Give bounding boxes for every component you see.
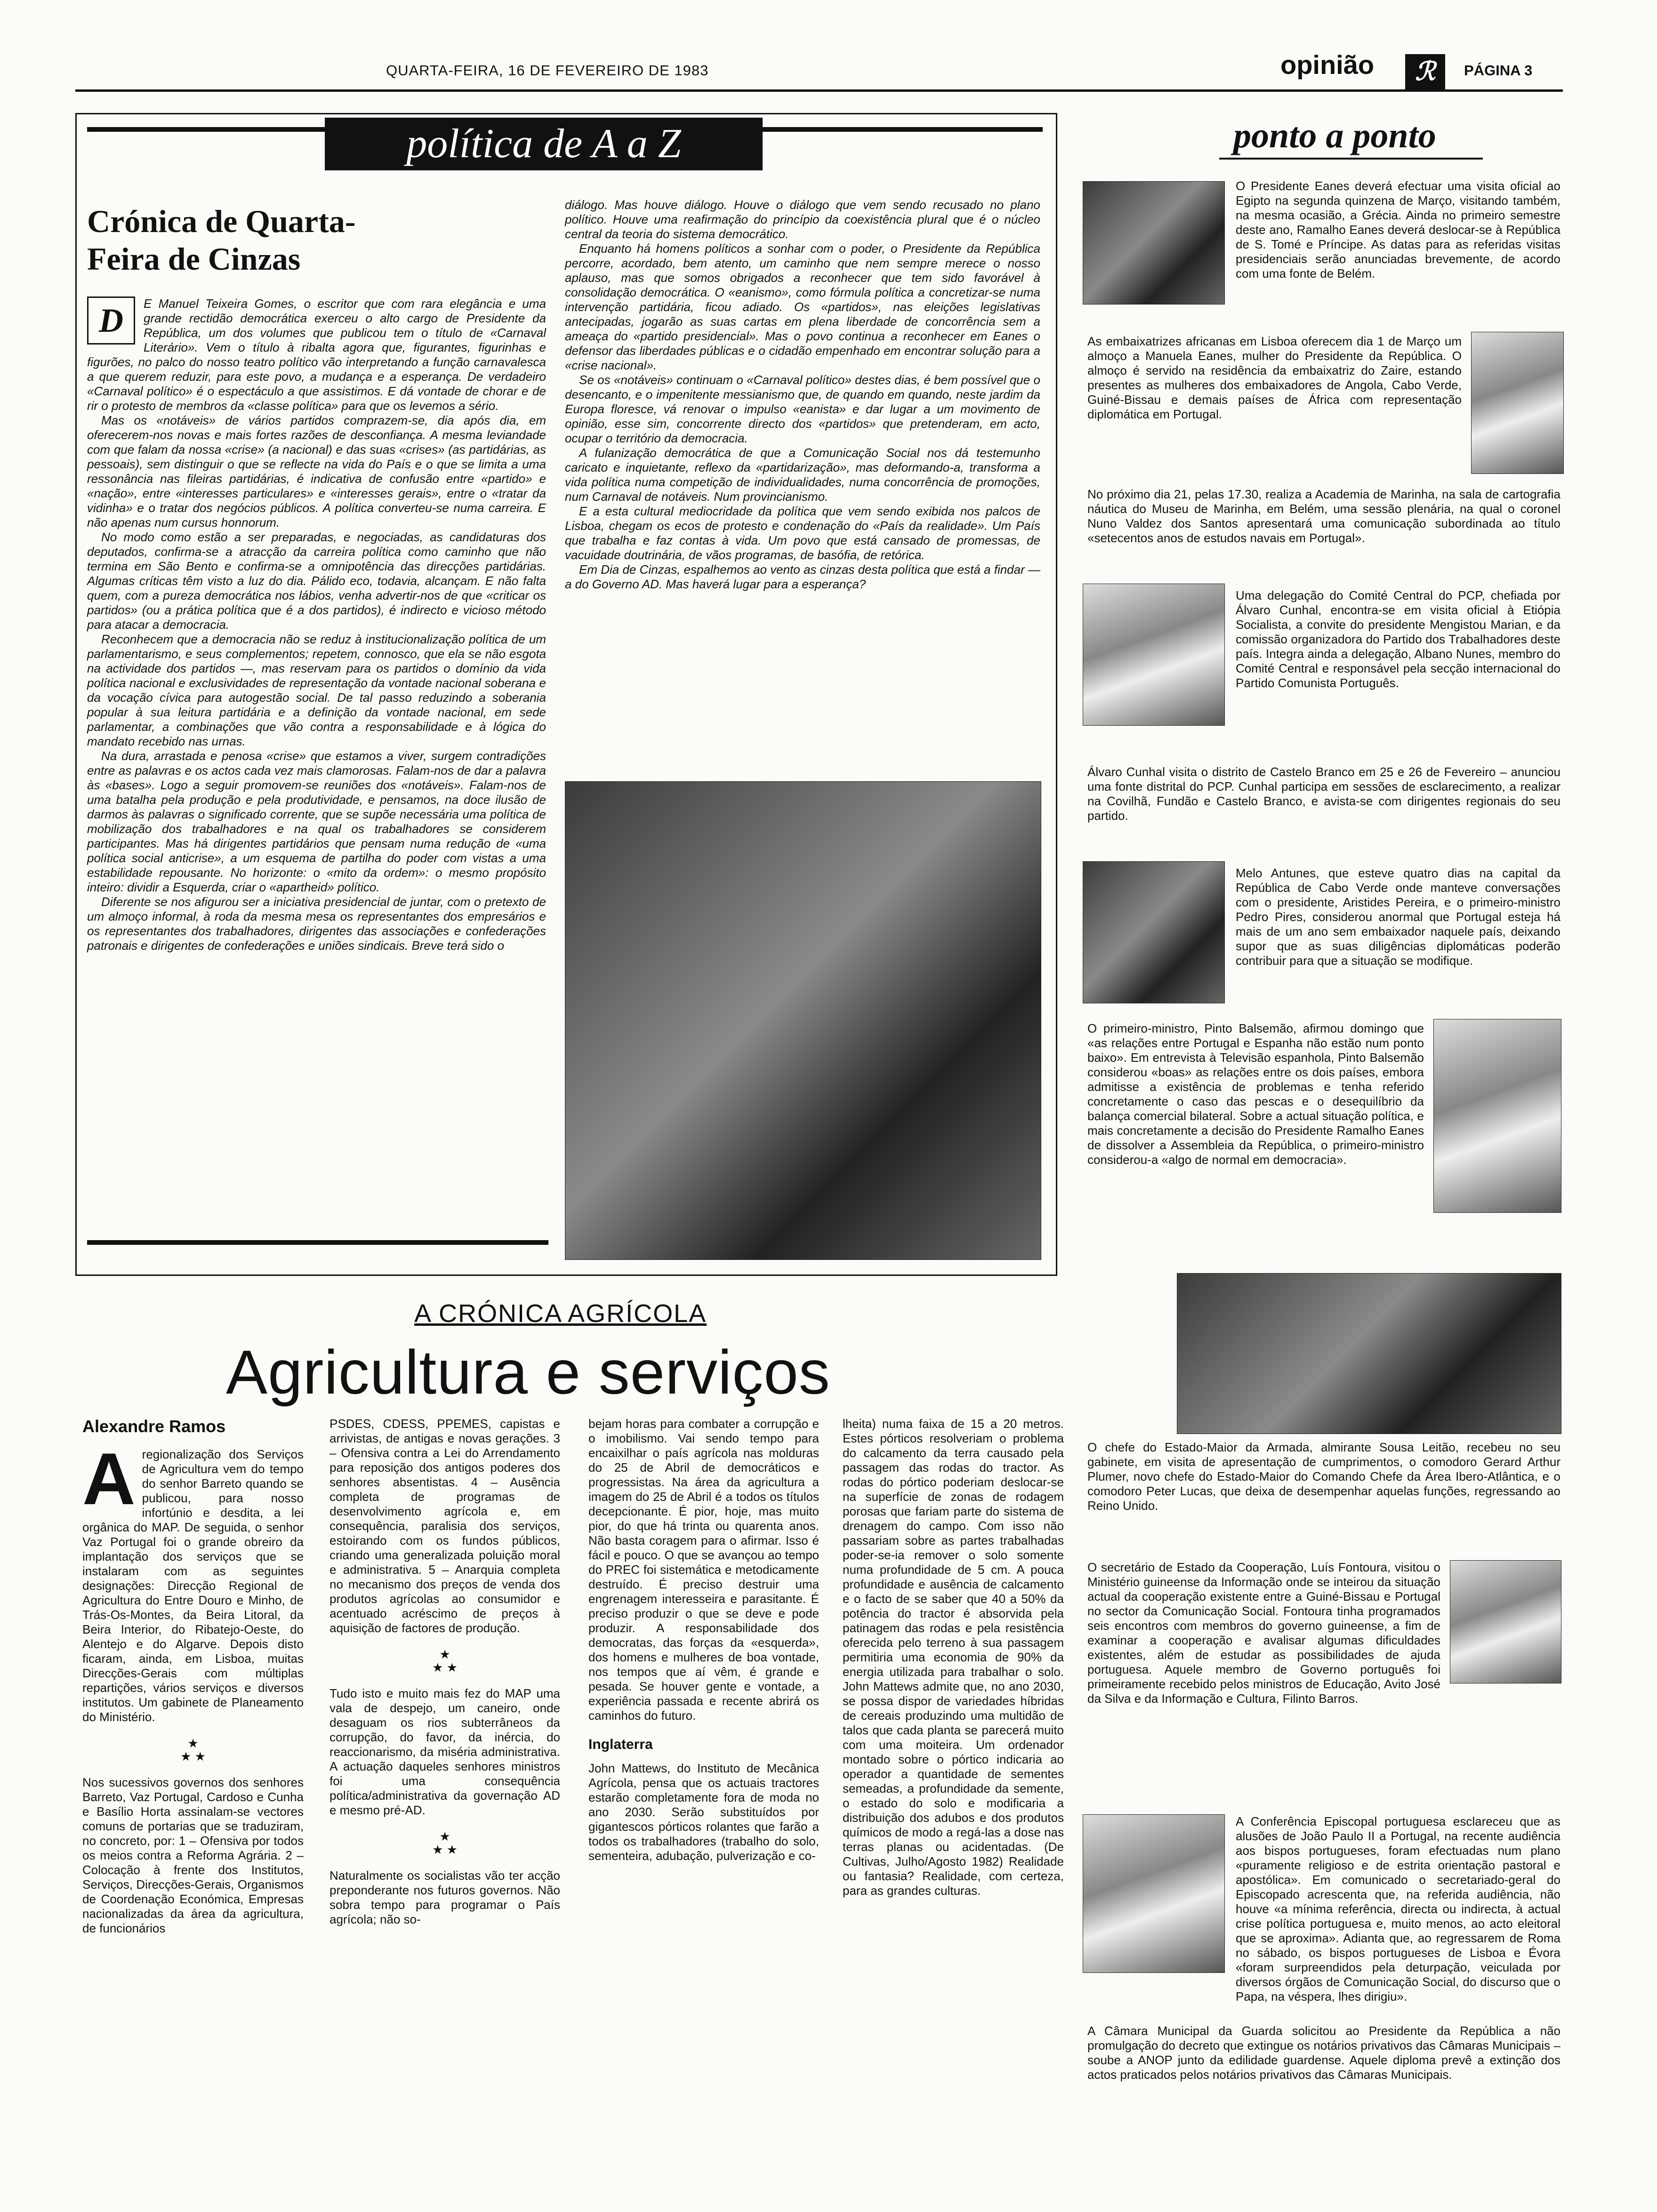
paragraph: regionalização dos Serviços de Agricultura vem do tempo do senhor Barreto quando se publicou, para nosso infortúnio e desdita, a lei orgânica do MAP. De seguida, o senhor Vaz Portugal foi o grande obreiro da implantação dos serviços que se instalaram com as seguintes designações: Direcção Regional de Agricultura do Entre Douro e Minho, de Trás-Os-Montes, da Beira Litoral, da Beira Interior, do Ribatejo-Oeste, do Alentejo e do Algarve. Depois disto ficaram, ainda, em Lisboa, muitas Direcções-Gerais com múltiplas repartições, vários serviços e diversos institutos. Um gabinete de Planeamento do Ministério.: [82, 1447, 304, 1724]
paragraph: Tudo isto e muito mais fez do MAP uma vala de despejo, um caneiro, onde desaguam os rios subterrâneos da corrupção, do favor, da inércia, do reaccionarismo, da miséria administrativa. A actuação daqueles senhores ministros foi uma consequência política/administrativa da governação AD e mesmo pré-AD.: [330, 1686, 560, 1817]
meeting-photo: [565, 781, 1041, 1260]
ponto-item: A Conferência Episcopal portuguesa esclareceu que as alusões de João Paulo II a Portugal, na recente audiência aos bispos portugueses, foram efectuadas num plano «puramente religioso e de estrita orientação pastoral e apostólica». Em comunicado o secretariado-geral do Episcopado acrescenta que, na referida audiência, não houve «a mínima referência, directa ou indirecta, à actual crise política portuguesa e, muito menos, ao acto eleitoral que se aproxima». Adianta que, ao regressarem de Roma no sábado, os bispos portugueses de Lisboa e Évora «foram surpreendidos pela deturpação, veiculada por diversos órgãos de Comunicação Social, do discurso que o Papa, na véspera, lhes dirigiu».: [1236, 1814, 1560, 2004]
agricola-column-1: [82, 1438, 304, 1936]
manuela-eanes-photo: [1471, 332, 1564, 474]
paragraph: A fulanização democrática de que a Comunicação Social nos dá testemunho caricato e inquietante, reflexo da «partidarização», mas deformando-a, transforma a vida política numa competição de individualidades, numa concorrência de promoções, num Carnaval de notáveis. Num provincianismo.: [565, 446, 1040, 504]
newspaper-logo-icon: ℛ: [1405, 54, 1445, 89]
article-title: [87, 202, 445, 278]
ponto-item: O primeiro-ministro, Pinto Balsemão, afirmou domingo que «as relações entre Portugal e Espanha não estão num ponto baixo». Em entrevista à Televisão espanhola, Pinto Balsemão considerou «boas» as relações entre os dois países, embora admitisse a existência de problemas e tenha referido concretamente o caso das pescas e o desequilíbrio da balança comercial bilateral. Sobre a actual situação política, e mais concretamente a decisão do Presidente Ramalho Eanes de dissolver a Assembleia da República, o primeiro-ministro considerou-a «algo de normal em democracia».: [1087, 1021, 1424, 1167]
balsemao-photo: [1433, 1019, 1561, 1213]
fontoura-photo: [1450, 1560, 1561, 1683]
box-bottom-rule: [87, 1240, 548, 1245]
paragraph: John Mattews, do Instituto de Mecânica Agrícola, pensa que os actuais tractores estarão completamente fora de moda no ano 2030. Serão substituídos por gigantescos pórticos rolantes que farão a todos os trabalhadores (trabalho do solo, sementeira, adubação, pulverização e co-: [588, 1761, 819, 1863]
paragraph: E a esta cultural mediocridade da política que vem sendo exibida nos palcos de Lisboa, chegam os ecos de protesto e condenação do «País da realidade». Um País que trabalha e faz contas à vida. Um povo que está cansado de promessas, de vacuidade doutrinária, de vãos programas, de basófia, de retórica.: [565, 504, 1040, 562]
agricola-column-4: [843, 1417, 1064, 1898]
paragraph: Reconhecem que a democracia não se reduz à institucionalização política de um parlamentarismo, e seus complementos; repetem, connosco, que ela se não esgota na actividade dos partidos —, mas reservam para os partidos o domínio da vida política nacional e exclusividades de representação da vontade nacional soberana e da vocação cívica para autogestão social. De tal passo reduzindo a soberania popular à sua leitura partidária e a definição da vontade nacional, em sede parlamentar, a combinações que vão contra a responsabilidade e à lógica do mandato recebido nas urnas.: [87, 632, 546, 748]
ponto-item: No próximo dia 21, pelas 17.30, realiza a Academia de Marinha, na sala de cartografia náutica do Museu de Marinha, em Belém, uma sessão plenária, na qual o coronel Nuno Valdez dos Santos apresentará uma comunicação subordinada ao título «setecentos anos de estudos navais em Portugal».: [1087, 487, 1560, 545]
eanes-photo: [1083, 181, 1225, 305]
ponto-item: O Presidente Eanes deverá efectuar uma visita oficial ao Egipto na segunda quinzena de Março, visitando também, na mesma ocasião, a Grécia. Ainda no primeiro semestre deste ano, Ramalho Eanes deverá deslocar-se à República de S. Tomé e Príncipe. As datas para as referidas visitas presidenciais serão anunciadas brevemente, de acordo com uma fonte de Belém.: [1236, 179, 1560, 281]
section-banner: política de A a Z: [325, 118, 763, 170]
paragraph: PSDES, CDESS, PPEMES, capistas e arrivistas, de antigas e novas gerações. 3 – Ofensiva contra a Lei do Arrendamento para reposição dos antigos poderes dos senhores absentistas. 4 – Ausência completa de programas de desenvolvimento agrícola e, em consequência, paralisia dos serviços, estoirando com os fundos públicos, criando uma generalizada poluição moral e administrativa. 5 – Anarquia completa no mecanismo dos preços de venda dos produtos agrícolas ao consumidor e acentuado acréscimo de preços à aquisição de factores de produção.: [330, 1417, 560, 1635]
ponto-heading: ponto a ponto: [1233, 116, 1436, 155]
agricola-kicker: A CRÓNICA AGRÍCOLA: [414, 1299, 707, 1328]
subheading: Inglaterra: [588, 1737, 653, 1752]
article-column-2: [565, 198, 1040, 592]
paragraph: E Manuel Teixeira Gomes, o escritor que com rara elegância e uma grande rectidão democrática exerceu o alto cargo de Presidente da República, um dos volumes que publicou tem o título de «Carnaval Literário». Vem o título à ribalta agora que, figurantes, figurinhas e figurões, no palco do nosso teatro político vão interpretando a função carnavalesca a que querem reduzir, para este povo, a mudança e a esperança. De verdadeiro «Carnaval político» é o espectáculo a que assistimos. E dá vontade de chorar e de rir o protesto de membros da «classe política» para que os levemos a sério.: [87, 297, 546, 413]
paragraph: Diferente se nos afigurou ser a iniciativa presidencial de juntar, com o pretexto de um almoço informal, à roda da mesma mesa os representantes dos empresários e os representantes dos trabalhadores, dirigentes das associações e confederações patronais e dirigentes de confederações e uniões sindicais. Breve terá sido o: [87, 895, 546, 953]
paragraph: bejam horas para combater a corrupção e o imobilismo. Vai sendo tempo para encaixilhar o país agrícola nas molduras do 25 de Abril de democráticos e progressistas. Na área da agricultura a imagem do 25 de Abril é a todos os títulos decepcionante. É pior, hoje, mas muito pior, do que há trinta ou quarenta anos. Não basta coragem para o afirmar. Isso é fácil e pouco. O que se avançou ao tempo do PREC foi sistemática e metodicamente destruído. É preciso destruir uma engrenagem interesseira e parasitante. É preciso produzir o que se deve e pode produzir. A responsabilidade dos democratas, das forças da «esquerda», dos homens e mulheres de boa vontade, nos tempos que aí vêm, é grande e pesada. Se houver gente e vontade, a experiência passada e recente abrirá os caminhos do futuro.: [588, 1417, 819, 1723]
agricola-dropcap: A: [82, 1438, 136, 1520]
melo-antunes-photo: [1083, 861, 1225, 1003]
paragraph: Em Dia de Cinzas, espalhemos ao vento as cinzas desta política que está a findar — a do Governo AD. Mas haverá lugar para a esperança?: [565, 562, 1040, 591]
paragraph: Naturalmente os socialistas vão ter acção preponderante nos futuros governos. Não sobra tempo para programar o País agrícola; não so-: [330, 1868, 560, 1926]
ponto-item: O secretário de Estado da Cooperação, Luís Fontoura, visitou o Ministério guineense da Informação onde se inteirou da situação actual da cooperação existente entre a Guiné-Bissau e Portugal no sector da Comunicação Social. Fontoura tinha programados seis encontros com membros do governo guineense, a fim de examinar a cooperação e avalisar algumas dificuldades existentes, além de estudar as possibilidades de ajuda portuguesa. Aquele membro de Governo português foi primeiramente recebido pelos ministros de Educação, Avito José da Silva e da Informação e Cultura, Filinto Barros.: [1087, 1560, 1440, 1706]
paragraph: Na dura, arrastada e penosa «crise» que estamos a viver, surgem contradições entre as palavras e os actos cada vez mais clamorosas. Falam-nos de dar a palavra às «bases». Logo a seguir promovem-se reuniões dos «notáveis». Falam-nos de uma batalha pela produção e pela produtividade, e pensamos, na doce ilusão de darmos às palavras o significado corrente, que se supõe necessária uma política de mobilização dos trabalhadores e na qual os trabalhadores se considerem participantes. Mas há dirigentes partidários que pensam numa redução de «uma política social anticrise», a um esquema de partilha do poder com vistas a uma estabilidade repousante. No horizonte: o «mito da ordem»: o mesmo propósito inteiro: dividir a Esquerda, criar o «apartheid» político.: [87, 749, 546, 894]
article-dropcap: D: [87, 297, 135, 345]
paragraph: Nos sucessivos governos dos senhores Barreto, Vaz Portugal, Cardoso e Cunha e Basílio Horta assinalam-se vectores comuns de portarias que se traduziram, no concreto, por: 1 – Ofensiva por todos os meios contra a Reforma Agrária. 2 – Colocação à frente dos Institutos, Serviços, Direcções-Gerais, Organismos de Coordenação Económica, Empresas nacionalizadas da área da agricultura, de funcionários: [82, 1775, 304, 1935]
ponto-item: A Câmara Municipal da Guarda solicitou ao Presidente da República a não promulgação do decreto que extingue os notários privativos das Câmaras Municipais – soube a ANOP junto da edilidade guardense. Aquele diploma prevê a extinção dos actos praticados pelos notários privativos das Câmaras Municipais.: [1087, 2024, 1560, 2082]
article-title-line1: Crónica de Quarta-: [87, 203, 356, 239]
paragraph: diálogo. Mas houve diálogo. Houve o diálogo que vem sendo recusado no plano político. Houve uma reafirmação do princípio da coexistência plural que é o núcleo central da teoria do sistema democrático.: [565, 198, 1040, 241]
section-title: opinião: [1280, 50, 1375, 80]
agricola-column-3: [588, 1417, 819, 1863]
paragraph: Mas os «notáveis» de vários partidos comprazem-se, dia após dia, em oferecerem-nos novas e mais fortes razões de desconfiança. A mesma leviandade com que falam da nossa «crise» (a nacional) e das suas «crises» (as partidárias, as pessoais), sem distinguir o que se reflecte na vida do País e o que se limita a uma ressonância nas fileiras partidárias, é indicativa de confusão entre «partido» e «nação», entre «interesses particulares» e «interesses gerais», entre o «tratar da vidinha» e o tratar dos negócios públicos. A política converteu-se numa carreira. E não apenas num cursus honnorum.: [87, 413, 546, 529]
header-rule: [75, 89, 1563, 92]
star-divider-icon: ★ ★ ★: [432, 1647, 458, 1675]
ponto-underline: [1219, 158, 1483, 160]
paragraph: Se os «notáveis» continuam o «Carnaval político» destes dias, é bem possível que o desencanto, e o impenitente messianismo que, de quando em quando, neste jardim da Europa floresce, vá renovar o impulso «eanista» e dar lugar a um movimento de opinião, esse sim, concorrente directo dos «partidos» que pretenderam, em acto, ocupar o território da democracia.: [565, 373, 1040, 445]
ponto-item: As embaixatrizes africanas em Lisboa oferecem dia 1 de Março um almoço a Manuela Eanes, mulher do Presidente da República. O almoço é servido na residência da embaixatriz do Zaire, estando presentes as mulheres dos embaixadores de Angola, Cabo Verde, Guiné-Bissau e demais países de África com representação diplomática em Portugal.: [1087, 334, 1462, 421]
agricola-title: Agricultura e serviços: [226, 1338, 830, 1407]
navy-officers-photo: [1177, 1273, 1561, 1434]
pope-photo: [1083, 1814, 1225, 1973]
author-byline: Alexandre Ramos: [82, 1417, 226, 1436]
star-divider-icon: ★ ★ ★: [432, 1829, 458, 1857]
agricola-column-2: [330, 1417, 560, 1927]
ponto-item: Álvaro Cunhal visita o distrito de Castelo Branco em 25 e 26 de Fevereiro – anunciou uma fonte distrital do PCP. Cunhal participa em sessões de esclarecimento, a realizar na Covilhã, Fundão e Castelo Branco, e avista-se com dirigentes regionais do seu partido.: [1087, 765, 1560, 823]
ponto-item: O chefe do Estado-Maior da Armada, almirante Sousa Leitão, recebeu no seu gabinete, em visita de apresentação de cumprimentos, o comodoro Gerard Arthur Plumer, novo chefe do Estado-Maior do Comando Chefe da Área Ibero-Atlântica, e o comodoro Peter Lucas, que deixa de desempenhar aquelas funções, regressando ao Reino Unido.: [1087, 1440, 1560, 1513]
issue-date: QUARTA-FEIRA, 16 DE FEVEREIRO DE 1983: [386, 62, 709, 79]
star-divider-icon: ★ ★ ★: [180, 1736, 206, 1763]
paragraph: No modo como estão a ser preparadas, e negociadas, as candidaturas dos deputados, confirma-se a atracção da carreira política como caminho que não termina em São Bento e confirma-se a omnipotência das direcções partidárias. Algumas críticas têm visto a luz do dia. Pálido eco, todavia, alcançam. E não falta quem, com a pureza democrática nos lábios, venha advertir-nos de que «criticar os partidos» (ou a prática política que é a dos partidos), é indirecto e vicioso método para atacar a democracia.: [87, 530, 546, 632]
article-column-1: [87, 297, 546, 953]
cunhal-photo: [1083, 584, 1225, 726]
paragraph: Enquanto há homens políticos a sonhar com o poder, o Presidente da República percorre, acordado, bem atento, um caminho que nem sempre merece o nosso aplauso, mas que somos obrigados a reconhecer que tem sido favorável à consolidação democrática. O «eanismo», como fórmula política a concretizar-se numa intervenção partidária, ficou adiado. Os «partidos», nas eleições legislativas antecipadas, jogarão as suas cartas em plena liberdade de concorrência sem a ameaça do «partido presidencial». Mas o povo continua a reconhecer em Eanes o defensor das liberdades públicas e o cidadão empenhado em encontrar solução para a «crise nacional».: [565, 241, 1040, 372]
ponto-item: Uma delegação do Comité Central do PCP, chefiada por Álvaro Cunhal, encontra-se em visita oficial à Etiópia Socialista, a convite do presidente Mengistou Marian, e da comissão organizadora do Partido dos Trabalhadores deste país. Integra ainda a delegação, Albano Nunes, membro do Comité Central e responsável pela secção internacional do Partido Comunista Português.: [1236, 588, 1560, 690]
page-number: PÁGINA 3: [1464, 62, 1533, 79]
paragraph: lheita) numa faixa de 15 a 20 metros. Estes pórticos resolveriam o problema do calcamento da terra causado pela passagem das rodas do tractor. As rodas do pórtico poderiam deslocar-se na superfície de zonas de rodagem porosas que fariam parte do sistema de drenagem do campo. Com isso não passariam sobre as partes trabalhadas poder-se-ia remover o solo somente numa profundidade de 5 cm. A pouca profundidade e ausência de calcamento e o facto de se saber que 40 a 50% da potência do tractor é absorvida pela patinagem das rodas e pela resistência oferecida pelo terreno à sua passagem permitiria uma economia de 90% da energia utilizada para trabalhar o solo. John Mattews admite que, no ano 2030, se possa dispor de variedades híbridas de cereais produzindo uma multidão de talos que cada planta se parecerá muito com uma moiteira. Um ordenador montado sobre o pórtico indicaria ao operador a quantidade de sementes semeadas, a profundidade da semente, o estado do solo e modificaria a distribuição dos adubos e dos produtos químicos de modo a regá-las a dose nas terras planas ou acidentadas. (De Cultivas, Julho/Agosto 1982) Realidade ou fantasia? Realidade, com certeza, para as grandes culturas.: [843, 1417, 1064, 1898]
ponto-item: Melo Antunes, que esteve quatro dias na capital da República de Cabo Verde onde manteve conversações com o presidente, Aristides Pereira, e o primeiro-ministro Pedro Pires, considerou anormal que Portugal esteja há mais de um ano sem embaixador naquele país, deixando supor que as suas diligências diplomáticas poderão contribuir para que a situação se modifique.: [1236, 866, 1560, 968]
article-title-line2: Feira de Cinzas: [87, 241, 301, 277]
